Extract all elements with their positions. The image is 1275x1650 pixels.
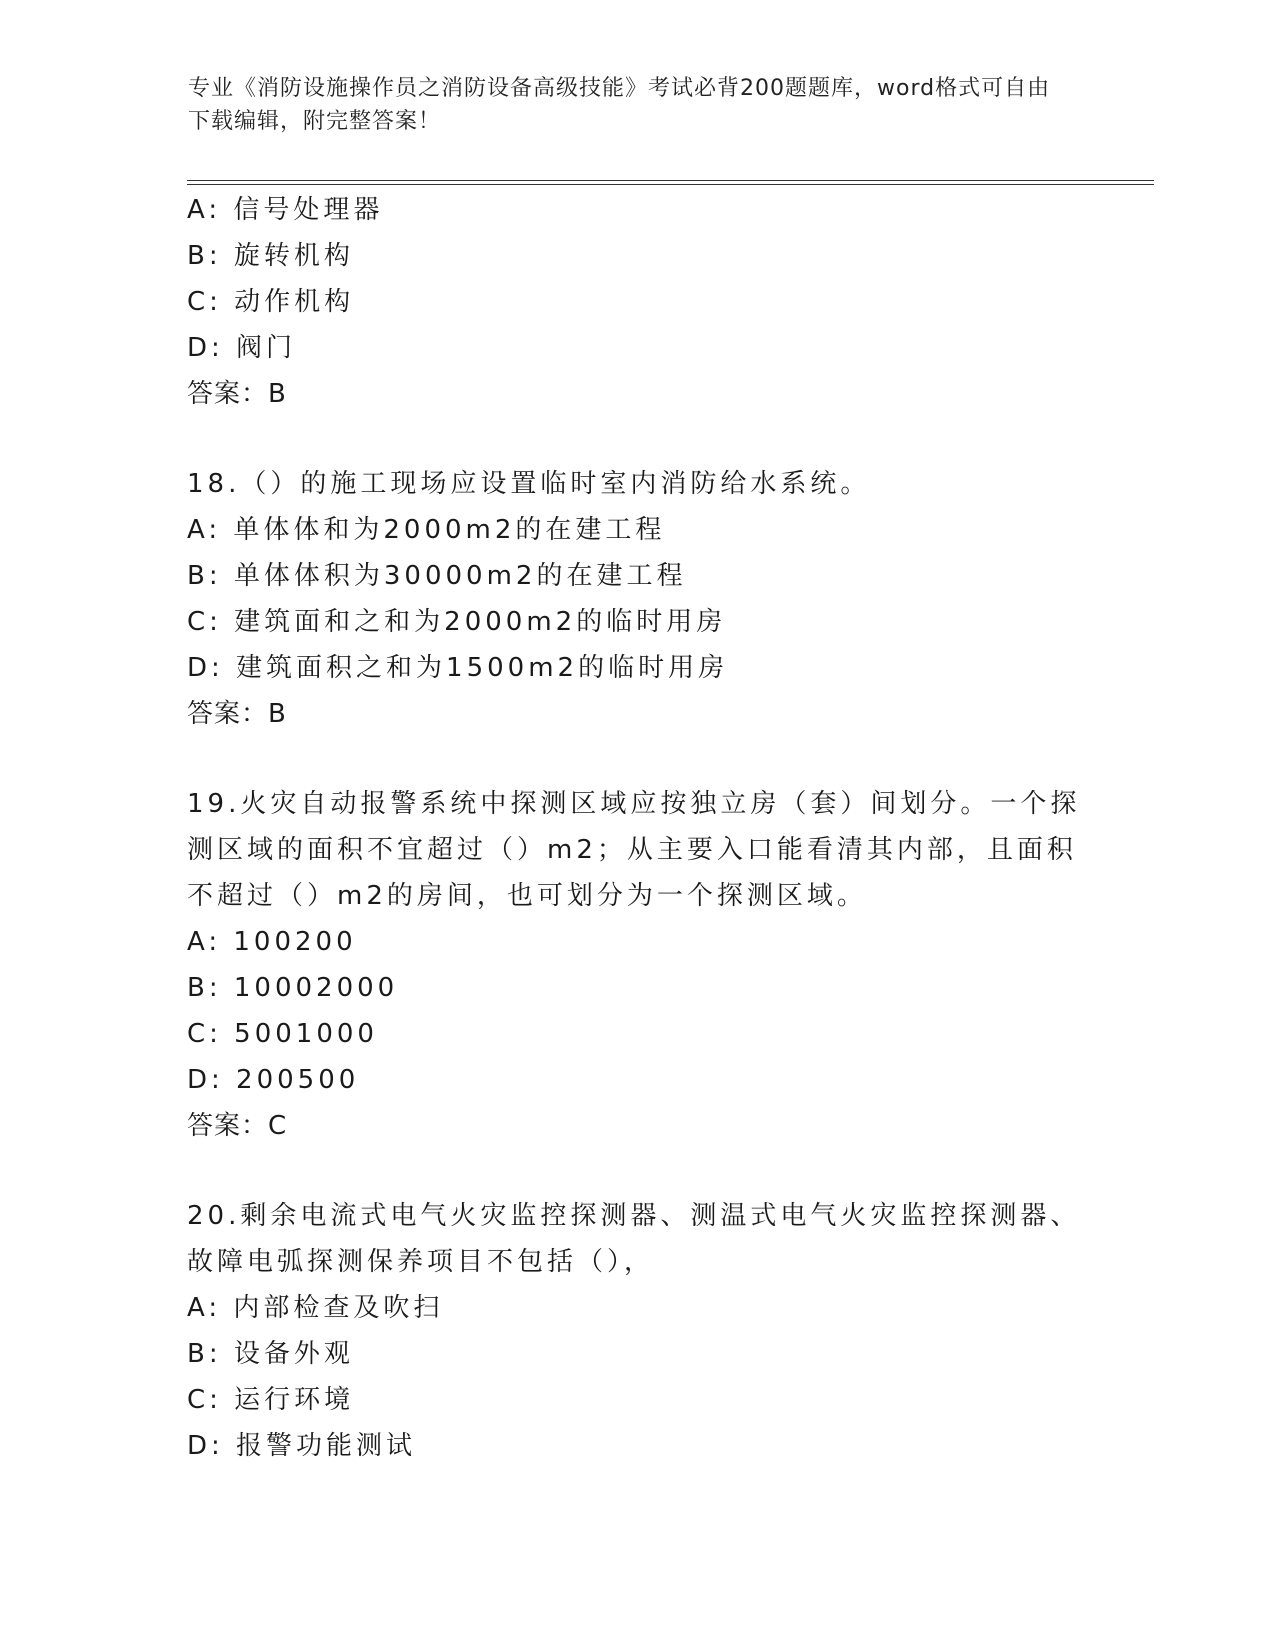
option-a: A: 内部检查及吹扫 — [187, 1293, 444, 1323]
option-c: C: 5001000 — [187, 1019, 378, 1049]
option-b: B: 10002000 — [187, 973, 399, 1003]
question-18-block — [187, 461, 1087, 737]
question-20-block — [187, 1193, 1087, 1469]
question-stem: 18.（）的施工现场应设置临时室内消防给水系统。 — [187, 469, 871, 499]
page-header: 专业《消防设施操作员之消防设备高级技能》考试必背200题题库，word格式可自由下载编辑，附完整答案！ — [188, 76, 1051, 134]
option-d: D: 200500 — [187, 1065, 360, 1095]
option-a: A: 100200 — [187, 927, 357, 957]
option-b: B: 旋转机构 — [187, 241, 354, 271]
option-c: C: 运行环境 — [187, 1385, 355, 1415]
question-content — [187, 187, 1087, 1469]
option-d: D: 建筑面积之和为1500m2的临时用房 — [187, 653, 729, 683]
question-stem: 19.火灾自动报警系统中探测区域应按独立房（套）间划分。一个探测区域的面积不宜超过（）m2；从主要入口能看清其内部，且面积不超过（）m2的房间，也可划分为一个探测区域。 — [187, 789, 1081, 911]
header-rule-top — [187, 180, 1154, 181]
answer: 答案：C — [187, 1111, 288, 1141]
option-b: B: 单体体积为30000m2的在建工程 — [187, 561, 687, 591]
question-stem: 20.剩余电流式电气火灾监控探测器、测温式电气火灾监控探测器、故障电弧探测保养项目不包括（）， — [187, 1201, 1081, 1277]
option-d: D: 阀门 — [187, 333, 297, 363]
option-a: A: 单体体和为2000m2的在建工程 — [187, 515, 666, 545]
option-c: C: 建筑面和之和为2000m2的临时用房 — [187, 607, 727, 637]
answer: 答案：B — [187, 699, 287, 729]
option-d: D: 报警功能测试 — [187, 1431, 417, 1461]
spacer — [187, 417, 1087, 461]
question-19-block — [187, 781, 1087, 1149]
header-rule-bottom — [187, 184, 1154, 185]
spacer — [187, 737, 1087, 781]
question-17-block — [187, 187, 1087, 417]
option-c: C: 动作机构 — [187, 287, 355, 317]
option-a: A: 信号处理器 — [187, 195, 384, 225]
spacer — [187, 1149, 1087, 1193]
answer: 答案：B — [187, 379, 287, 409]
option-b: B: 设备外观 — [187, 1339, 354, 1369]
